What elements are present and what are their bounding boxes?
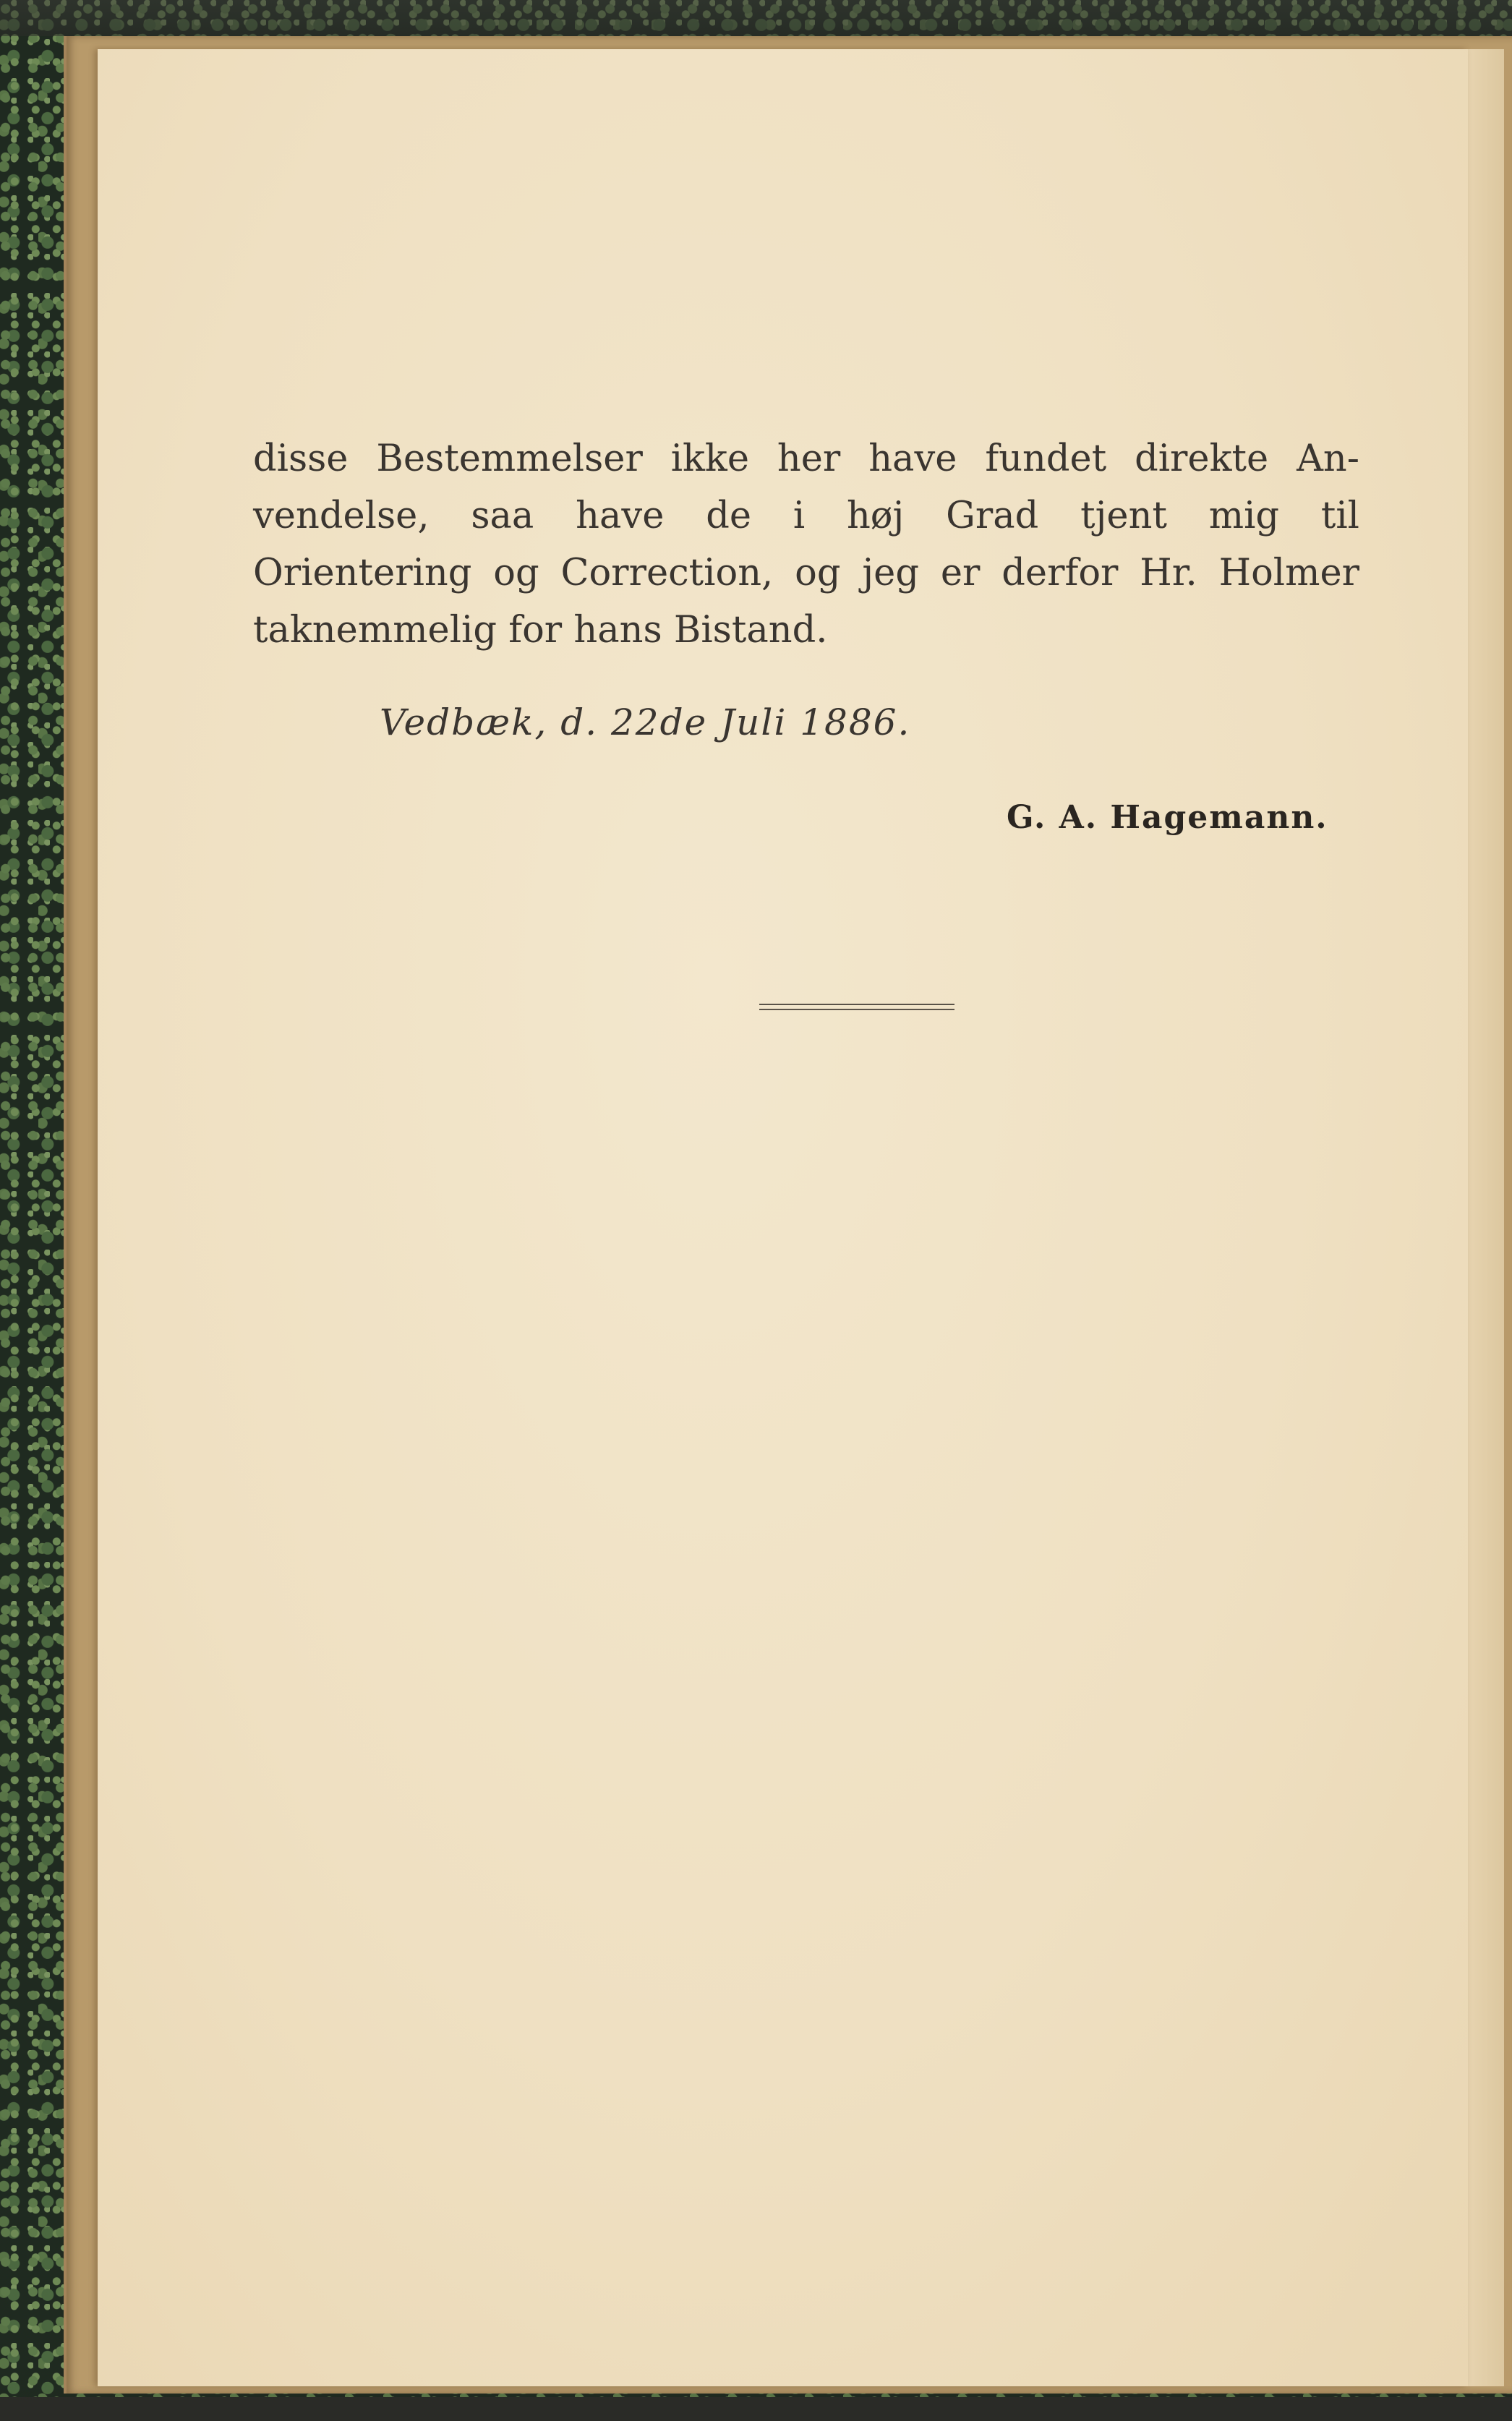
paragraph-line: vendelse, saa have de i høj Grad tjent mig til	[253, 495, 1359, 537]
paragraph-line: Orientering og Correction, og jeg er derfor Hr. Holmer	[253, 552, 1359, 594]
signature: G. A. Hagemann.	[1007, 799, 1328, 836]
page-edge	[1468, 49, 1504, 2386]
double-rule-divider	[759, 1004, 954, 1011]
book-page	[98, 49, 1468, 2386]
cover-spine-bottom	[0, 2397, 1512, 2421]
paragraph-line: taknemmelig for hans Bistand.	[253, 609, 828, 652]
paragraph-line: disse Bestemmelser ikke her have fundet direkte An-	[253, 437, 1359, 480]
body-paragraph	[253, 430, 1359, 659]
dateline: Vedbæk, d. 22de Juli 1886.	[380, 701, 911, 743]
cover-spine-top	[0, 0, 1512, 36]
